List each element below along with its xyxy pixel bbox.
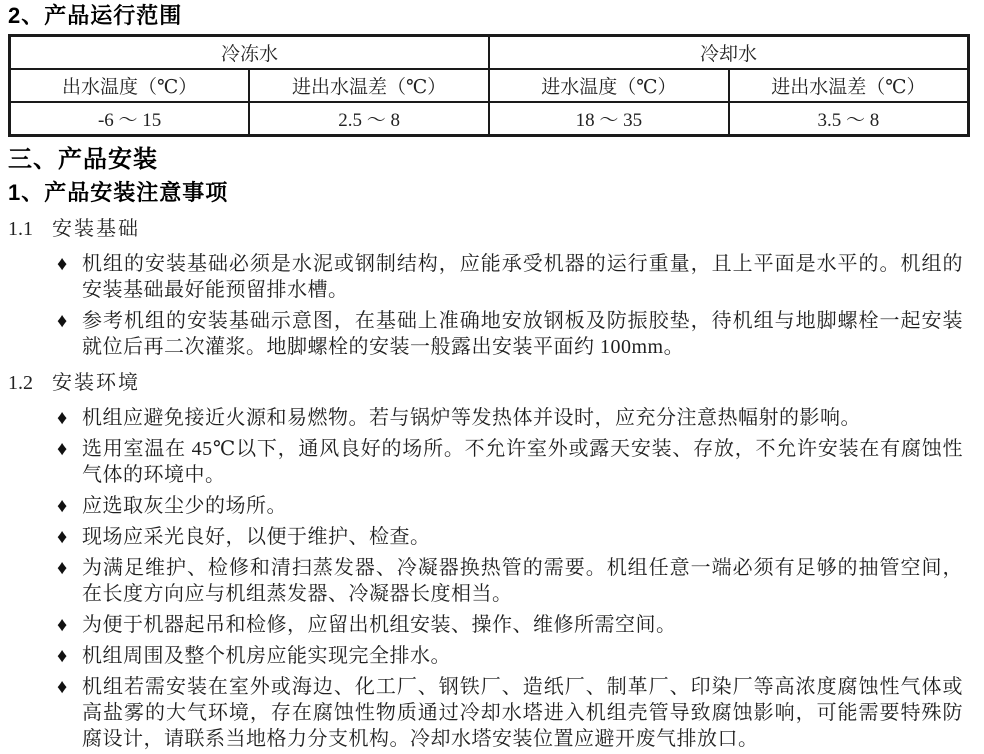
value-inout-diff-chilled: 2.5 ～ 8 (249, 102, 489, 136)
section-operating-range-title: 2、产品运行范围 (8, 3, 183, 28)
bullet-item (57, 524, 963, 550)
value-inout-diff-cooling: 3.5 ～ 8 (729, 102, 969, 136)
bullet-text: 机组周围及整个机房应能实现完全排水。 (82, 645, 451, 667)
part-1-1-bullet-list (8, 251, 976, 360)
bullet-text: 机组的安装基础必须是水泥或钢制结构，应能承受机器的运行重量，且上平面是水平的。机组的安装基础最好能预留排水槽。 (82, 253, 963, 301)
bullet-item (57, 643, 963, 669)
bullet-item (57, 405, 963, 431)
bullet-text: 参考机组的安装基础示意图，在基础上准确地安放钢板及防振胶垫，待机组与地脚螺栓一起安装就位后再二次灌浆。地脚螺栓的安装一般露出安装平面约 100mm。 (82, 310, 963, 358)
bullet-item (57, 251, 963, 303)
part-1-1-heading (8, 217, 976, 242)
part-1-2-heading (8, 371, 976, 396)
diamond-bullet-icon: ♦ (57, 438, 68, 460)
diamond-bullet-icon: ♦ (57, 310, 68, 332)
part-1-1-number: 1.1 (8, 218, 33, 240)
table-column-header-row (10, 69, 969, 102)
diamond-bullet-icon: ♦ (57, 614, 68, 636)
bullet-text: 选用室温在 45℃以下，通风良好的场所。不允许室外或露天安装、存放，不允许安装在有腐蚀性气体的环境中。 (82, 438, 963, 486)
table-value-row (10, 102, 969, 136)
bullet-item (57, 674, 963, 752)
bullet-item (57, 436, 963, 488)
part-1-2-label: 安装环境 (52, 372, 140, 394)
bullet-item (57, 493, 963, 519)
column-header-inout-diff-cooling: 进出水温差（℃） (729, 69, 969, 102)
value-outlet-temp: -6 ～ 15 (10, 102, 250, 136)
diamond-bullet-icon: ♦ (57, 645, 68, 667)
column-header-inlet-temp: 进水温度（℃） (489, 69, 729, 102)
bullet-text: 机组应避免接近火源和易燃物。若与锅炉等发热体并设时，应充分注意热幅射的影响。 (82, 407, 861, 429)
column-header-outlet-temp: 出水温度（℃） (10, 69, 250, 102)
group-header-cooling-water: 冷却水 (489, 36, 969, 70)
bullet-text: 机组若需安装在室外或海边、化工厂、钢铁厂、造纸厂、制革厂、印染厂等高浓度腐蚀性气体或高盐雾的大气环境，存在腐蚀性物质通过冷却水塔进入机组壳管导致腐蚀影响，可能需要特殊防腐设计，请联系当地格力分支机构。冷却水塔安装位置应避开废气排放口。 (82, 676, 963, 750)
bullet-text: 应选取灰尘少的场所。 (82, 495, 287, 517)
diamond-bullet-icon: ♦ (57, 676, 68, 698)
operating-range-table (8, 34, 970, 137)
bullet-item (57, 555, 963, 607)
bullet-item (57, 612, 963, 638)
diamond-bullet-icon: ♦ (57, 407, 68, 429)
part-1-2-number: 1.2 (8, 372, 33, 394)
value-inlet-temp: 18 ～ 35 (489, 102, 729, 136)
table-group-header-row (10, 36, 969, 70)
group-header-chilled-water: 冷冻水 (10, 36, 490, 70)
subsection-notes-title: 1、产品安装注意事项 (8, 180, 229, 205)
part-1-1-label: 安装基础 (52, 218, 140, 240)
bullet-text: 现场应采光良好，以便于维护、检查。 (82, 526, 431, 548)
diamond-bullet-icon: ♦ (57, 526, 68, 548)
diamond-bullet-icon: ♦ (57, 253, 68, 275)
bullet-text: 为满足维护、检修和清扫蒸发器、冷凝器换热管的需要。机组任意一端必须有足够的抽管空间，在长度方向应与机组蒸发器、冷凝器长度相当。 (82, 557, 963, 605)
part-1-2-bullet-list (8, 405, 976, 752)
diamond-bullet-icon: ♦ (57, 557, 68, 579)
section-installation-title: 三、产品安装 (8, 146, 158, 173)
bullet-item (57, 308, 963, 360)
diamond-bullet-icon: ♦ (57, 495, 68, 517)
column-header-inout-diff-chilled: 进出水温差（℃） (249, 69, 489, 102)
bullet-text: 为便于机器起吊和检修，应留出机组安装、操作、维修所需空间。 (82, 614, 677, 636)
